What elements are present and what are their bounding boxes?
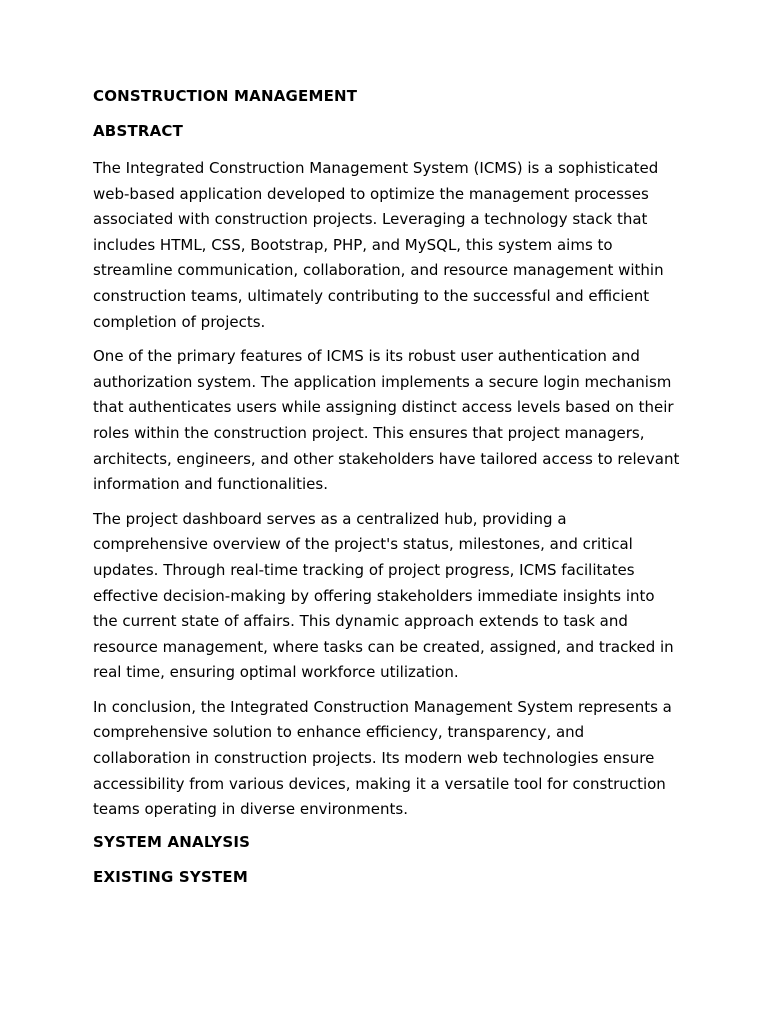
subsection-heading-existing-system: EXISTING SYSTEM <box>93 867 248 886</box>
abstract-paragraph-4: In conclusion, the Integrated Construction Management System represents a comprehensive solution to enhance efficiency, transparency, and collaboration in construction projects. Its modern web technologies ensure accessibility from various devices, making it a versatile tool for construction teams operating in diverse environments. <box>93 697 672 819</box>
document-title: CONSTRUCTION MANAGEMENT <box>93 87 358 105</box>
abstract-paragraph-1: The Integrated Construction Management System (ICMS) is a sophisticated web-based application developed to optimize the management processes associated with construction projects. Leveraging a technology stack that includes HTML, CSS, Bootstrap, PHP, and MySQL, this system aims to streamline communication, collaboration, and resource management within construction teams, ultimately contributing to the successful and efficient completion of projects. <box>93 159 664 331</box>
document-body <box>93 86 683 902</box>
abstract-paragraph-2: One of the primary features of ICMS is its robust user authentication and authorization system. The application implements a secure login mechanism that authenticates users while assigning distinct access levels based on their roles within the construction project. This ensures that project managers, architects, engineers, and other stakeholders have tailored access to relevant information and functionalities. <box>93 347 680 494</box>
abstract-paragraph-3: The project dashboard serves as a centralized hub, providing a comprehensive overview of the project's status, milestones, and critical updates. Through real-time tracking of project progress, ICMS facilitates effective decision-making by offering stakeholders immediate insights into the current state of affairs. This dynamic approach extends to task and resource management, where tasks can be created, assigned, and tracked in real time, ensuring optimal workforce utilization. <box>93 509 674 682</box>
section-heading-system-analysis: SYSTEM ANALYSIS <box>93 832 251 851</box>
abstract-heading: ABSTRACT <box>93 122 184 140</box>
